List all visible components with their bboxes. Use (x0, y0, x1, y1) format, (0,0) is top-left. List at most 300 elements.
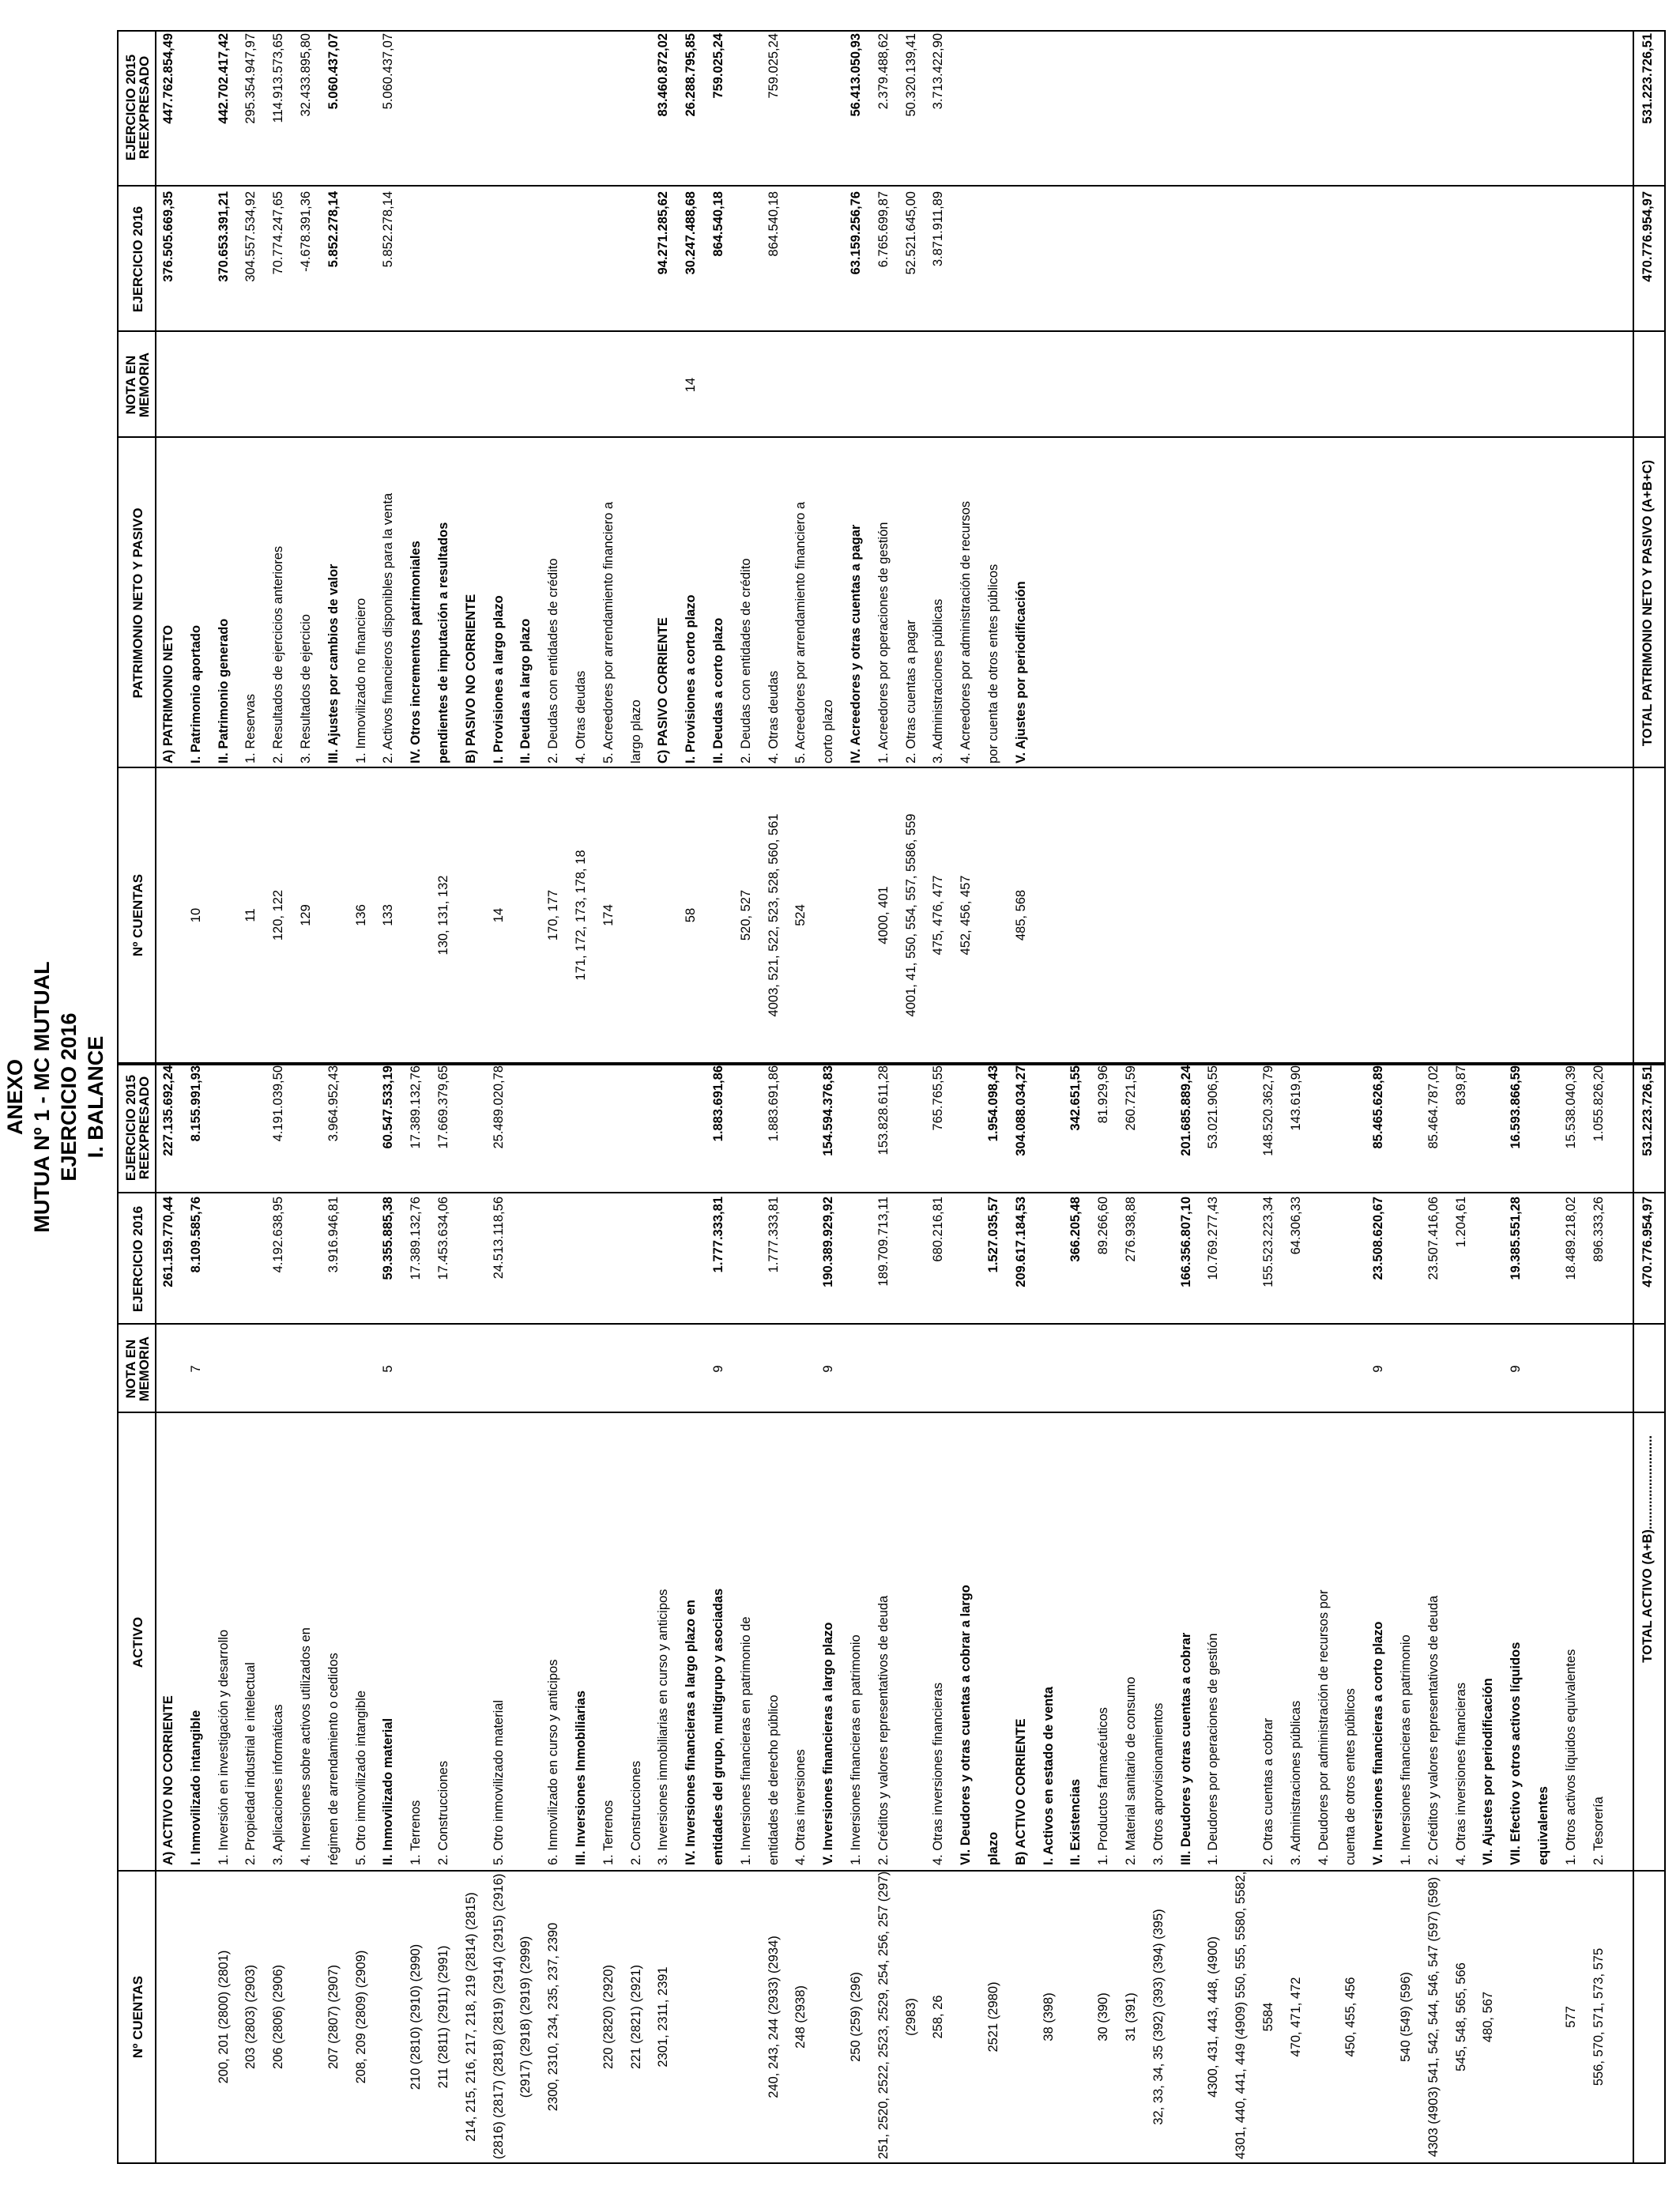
total-activo-2016: 470.776.954,97 (1640, 1197, 1655, 1287)
activo-row-nota (160, 1326, 177, 1412)
activo-row-ejercicio-2015: 1.883.691,86 (766, 1065, 781, 1142)
pasivo-row-ejercicio-2016: 3.871.911,89 (931, 191, 946, 267)
activo-row-nota (1094, 1326, 1112, 1412)
pasivo-row-ejercicio-2016 (572, 191, 590, 330)
pasivo-row-ejercicio-2016: -4.678.391,36 (299, 191, 313, 272)
activo-row-concepto: 3. Administraciones públicas (1288, 1700, 1303, 1865)
activo-row-cuentas: (2816) (2817) (2818) (2819) (2914) (2915) (2916) (491, 1873, 506, 2159)
activo-row-nota (1040, 1326, 1057, 1412)
pasivo-row-concepto: I. Patrimonio aportado (188, 624, 203, 763)
activo-row-nota (1287, 1326, 1305, 1412)
pasivo-row-ejercicio-2015 (572, 33, 590, 185)
pasivo-row-ejercicio-2016: 52.521.645,00 (903, 191, 918, 275)
activo-row-concepto: I. Activos en estado de venta (1041, 1687, 1056, 1865)
activo-row-concepto: 2. Propiedad industrial e intelectual (243, 1662, 258, 1865)
activo-row-ejercicio-2016: 276.938,88 (1124, 1197, 1138, 1262)
activo-row-ejercicio-2015 (792, 1065, 809, 1192)
pasivo-row-cuentas (654, 771, 672, 1059)
activo-row-concepto: entidades de derecho público (766, 1695, 781, 1865)
header-nota-pasivo: NOTA EN MEMORIA (123, 352, 152, 418)
activo-row-ejercicio-2015: 227.135.692,24 (161, 1065, 175, 1156)
activo-row-ejercicio-2016 (462, 1197, 480, 1323)
activo-row-nota (352, 1326, 370, 1412)
pasivo-row-nota (875, 334, 892, 436)
activo-row-ejercicio-2016 (352, 1197, 370, 1323)
pasivo-row-ejercicio-2015 (985, 33, 1002, 185)
activo-row-cuentas: 577 (1563, 2006, 1578, 2028)
activo-row-cuentas: (2983) (903, 1998, 918, 2036)
activo-row-cuentas (1177, 1875, 1195, 2159)
activo-row-concepto: 1. Otros activos líquidos equivalentes (1563, 1649, 1578, 1865)
activo-row-cuentas: 206 (2806) (2906) (271, 1964, 286, 2070)
pasivo-row-concepto: IV. Acreedores y otras cuentas a pagar (849, 524, 863, 763)
pasivo-row-nota (297, 334, 315, 436)
pasivo-row-concepto: II. Deudas a largo plazo (518, 618, 533, 763)
activo-row-ejercicio-2015 (297, 1065, 315, 1192)
activo-row-ejercicio-2015: 81.929,96 (1096, 1065, 1111, 1124)
activo-row-cuentas: 4301, 440, 441, 449 (4909) 550, 555, 5580, 5582, (1234, 1871, 1249, 2159)
pasivo-row-ejercicio-2015: 5.060.437,07 (326, 33, 341, 110)
activo-row-concepto: V. Inversiones financieras a corto plazo (1371, 1621, 1386, 1865)
pasivo-row-ejercicio-2015 (352, 33, 370, 185)
activo-row-concepto: 3. Inversiones inmobiliarias en curso y anticipos (656, 1589, 671, 1865)
activo-row-cuentas (297, 1875, 315, 2159)
pasivo-row-cuentas: 4000, 401 (876, 886, 891, 944)
activo-row-cuentas (379, 1875, 397, 2159)
pasivo-row-ejercicio-2015: 32.433.895,80 (299, 33, 313, 117)
pasivo-row-nota (490, 334, 507, 436)
activo-row-cuentas: 556, 570, 571, 573, 575 (1591, 1947, 1606, 2087)
pasivo-row-concepto: por cuenta de otros entes públicos (986, 564, 1000, 763)
pasivo-row-cuentas: 4001, 41, 550, 554, 557, 5586, 559 (903, 813, 918, 1017)
activo-row-ejercicio-2016 (847, 1197, 864, 1323)
activo-row-ejercicio-2015 (517, 1065, 534, 1192)
pasivo-row-nota (215, 334, 232, 436)
activo-row-ejercicio-2015: 201.685.889,24 (1178, 1065, 1193, 1156)
activo-row-nota (325, 1326, 342, 1412)
activo-row-ejercicio-2015 (627, 1065, 645, 1192)
activo-row-cuentas: 248 (2938) (793, 1985, 808, 2049)
pasivo-row-cuentas (517, 771, 534, 1059)
pasivo-row-ejercicio-2016 (352, 191, 370, 330)
pasivo-row-nota (435, 334, 452, 436)
total-activo-2015: 531.223.726,51 (1640, 1065, 1655, 1156)
activo-row-ejercicio-2016: 189.709.713,11 (876, 1197, 891, 1287)
activo-row-ejercicio-2015: 17.669.379,65 (436, 1065, 450, 1149)
pasivo-row-ejercicio-2016 (1012, 191, 1030, 330)
activo-row-nota (875, 1326, 892, 1412)
pasivo-row-nota (325, 334, 342, 436)
pasivo-row-nota (627, 334, 645, 436)
activo-row-ejercicio-2016: 10.769.277,43 (1206, 1197, 1221, 1280)
activo-row-ejercicio-2016: 209.617.184,53 (1013, 1197, 1028, 1287)
activo-row-ejercicio-2016 (1342, 1197, 1359, 1323)
pasivo-row-ejercicio-2016 (792, 191, 809, 330)
activo-row-nota (1150, 1326, 1167, 1412)
pasivo-row-concepto: 1. Reservas (243, 693, 258, 763)
activo-row-concepto: A) ACTIVO NO CORRIENTE (161, 1695, 175, 1865)
activo-row-cuentas: 250 (259) (296) (849, 1972, 863, 2062)
activo-row-concepto: 1. Productos farmacéuticos (1096, 1707, 1111, 1865)
pasivo-row-ejercicio-2015: 442.702.417,42 (216, 33, 231, 124)
pasivo-row-nota (847, 334, 864, 436)
pasivo-row-ejercicio-2015 (792, 33, 809, 185)
pasivo-row-concepto: B) PASIVO NO CORRIENTE (463, 594, 478, 763)
activo-row-cuentas (1507, 1875, 1524, 2159)
pasivo-row-ejercicio-2016 (462, 191, 480, 330)
activo-row-concepto: 4. Otras inversiones (793, 1749, 808, 1865)
activo-row-ejercicio-2015: 53.021.906,55 (1206, 1065, 1221, 1149)
pasivo-row-nota (269, 334, 287, 436)
activo-row-cuentas: 4303 (4903) 541, 542, 544, 546, 547 (597) (598) (1426, 1876, 1441, 2158)
activo-row-ejercicio-2015: 60.547.533,19 (381, 1065, 396, 1149)
activo-row-ejercicio-2016 (242, 1197, 259, 1323)
activo-row-ejercicio-2015 (600, 1065, 617, 1192)
pasivo-row-ejercicio-2016: 6.765.699,87 (876, 191, 891, 268)
activo-row-ejercicio-2015 (1342, 1065, 1359, 1192)
header-cuentas-pasivo: Nº CUENTAS (130, 873, 145, 957)
pasivo-row-ejercicio-2016 (985, 191, 1002, 330)
activo-row-nota: 7 (188, 1365, 203, 1373)
activo-row-nota (847, 1326, 864, 1412)
pasivo-row-ejercicio-2015: 26.288.795,85 (684, 33, 699, 117)
activo-row-concepto: II. Inmovilizado material (381, 1717, 396, 1865)
total-pasivo-2016: 470.776.954,97 (1640, 191, 1655, 282)
activo-row-concepto (462, 1415, 480, 1865)
total-divider-pasivo (1633, 32, 1634, 1062)
activo-row-nota (600, 1326, 617, 1412)
pasivo-row-ejercicio-2015 (627, 33, 645, 185)
activo-row-ejercicio-2015: 3.964.952,43 (326, 1065, 341, 1142)
pasivo-row-concepto: 5. Acreedores por arrendamiento financiero a (793, 501, 808, 763)
activo-row-concepto: VI. Ajustes por periodificación (1481, 1678, 1496, 1865)
activo-row-nota (1177, 1326, 1195, 1412)
activo-row-cuentas (1315, 1875, 1332, 2159)
activo-row-concepto: 2. Construcciones (436, 1760, 450, 1865)
activo-row-nota (462, 1326, 480, 1412)
activo-row-concepto: 2. Material sanitario de consumo (1124, 1676, 1138, 1865)
pasivo-row-cuentas (462, 771, 480, 1059)
activo-row-concepto: B) ACTIVO CORRIENTE (1013, 1718, 1028, 1865)
pasivo-row-ejercicio-2015: 447.762.854,49 (161, 33, 175, 124)
pasivo-row-cuentas (627, 771, 645, 1059)
activo-row-ejercicio-2015 (902, 1065, 920, 1192)
activo-row-cuentas (682, 1875, 699, 2159)
activo-row-ejercicio-2016: 366.205,48 (1068, 1197, 1083, 1262)
activo-row-nota (682, 1326, 699, 1412)
activo-row-ejercicio-2016: 896.333,26 (1591, 1197, 1606, 1262)
activo-row-concepto: 1. Inversiones financieras en patrimonio (849, 1634, 863, 1865)
activo-row-concepto: IV. Inversiones financieras a largo plazo en (684, 1600, 699, 1865)
pasivo-row-ejercicio-2015: 759.025,24 (711, 33, 725, 99)
pasivo-row-nota (1012, 334, 1030, 436)
activo-row-concepto: 1. Terrenos (409, 1800, 424, 1865)
pasivo-row-ejercicio-2016 (517, 191, 534, 330)
activo-row-concepto: 5. Otro inmovilizado material (491, 1699, 506, 1865)
pasivo-row-ejercicio-2016: 304.557.534,92 (243, 191, 258, 282)
header-nota: NOTA EN MEMORIA (123, 1336, 152, 1402)
pasivo-row-concepto: A) PATRIMONIO NETO (161, 624, 175, 763)
total-pasivo-2015: 531.223.726,51 (1640, 33, 1655, 124)
activo-row-concepto: III. Inversiones Inmobiliarias (574, 1691, 588, 1865)
pasivo-row-nota (902, 334, 920, 436)
activo-row-concepto: equivalentes (1536, 1786, 1550, 1865)
pasivo-row-ejercicio-2016 (490, 191, 507, 330)
activo-row-concepto: 3. Aplicaciones informáticas (271, 1704, 286, 1865)
pasivo-row-ejercicio-2015 (544, 33, 562, 185)
pasivo-row-ejercicio-2016: 376.505.669,35 (161, 191, 175, 282)
activo-row-cuentas: 200, 201 (2800) (2801) (216, 1950, 231, 2084)
pasivo-row-cuentas (407, 771, 424, 1059)
activo-row-ejercicio-2016: 18.489.218,02 (1563, 1197, 1578, 1280)
pasivo-row-ejercicio-2016 (737, 191, 755, 330)
activo-row-ejercicio-2016: 166.356.807,10 (1178, 1197, 1193, 1287)
pasivo-row-ejercicio-2016: 370.653.391,21 (216, 191, 231, 282)
pasivo-row-nota (765, 334, 782, 436)
activo-row-concepto: entidades del grupo, multigrupo y asociadas (711, 1588, 725, 1865)
pasivo-row-ejercicio-2015: 83.460.872,02 (656, 33, 671, 117)
activo-row-ejercicio-2015: 1.954.098,43 (986, 1065, 1000, 1142)
pasivo-row-ejercicio-2015 (407, 33, 424, 185)
total-activo-label: TOTAL ACTIVO (A+B).......................... (1640, 1435, 1655, 1663)
activo-row-nota (1067, 1326, 1084, 1412)
pasivo-row-ejercicio-2016: 70.774.247,65 (271, 191, 286, 275)
activo-row-nota (572, 1326, 590, 1412)
pasivo-row-concepto: II. Deudas a corto plazo (711, 617, 725, 763)
activo-row-cuentas: 38 (398) (1041, 1992, 1056, 2041)
activo-row-ejercicio-2015: 85.464.787,02 (1426, 1065, 1441, 1149)
activo-row-cuentas: 258, 26 (931, 1995, 946, 2039)
activo-row-ejercicio-2016: 155.523.223,34 (1261, 1197, 1275, 1287)
activo-row-ejercicio-2016 (1150, 1197, 1167, 1323)
pasivo-row-ejercicio-2016: 94.271.285,62 (656, 191, 671, 275)
activo-row-ejercicio-2015 (682, 1065, 699, 1192)
activo-row-cuentas: 2301, 2311, 2391 (656, 1966, 671, 2068)
activo-row-nota (929, 1326, 947, 1412)
activo-row-nota: 9 (1509, 1365, 1524, 1373)
activo-row-ejercicio-2016 (544, 1197, 562, 1323)
activo-row-nota (269, 1326, 287, 1412)
activo-row-nota (1342, 1326, 1359, 1412)
activo-row-ejercicio-2015 (957, 1065, 974, 1192)
activo-row-nota (1122, 1326, 1139, 1412)
pasivo-row-ejercicio-2015: 3.713.422,90 (931, 33, 946, 110)
pasivo-row-ejercicio-2015 (957, 33, 974, 185)
activo-header (119, 1065, 156, 2162)
activo-row-cuentas: 32, 33, 34, 35 (392) (393) (394) (395) (1151, 1909, 1166, 2125)
activo-row-nota (1590, 1326, 1607, 1412)
pasivo-row-concepto: 2. Resultados de ejercicios anteriores (271, 545, 286, 763)
pasivo-row-ejercicio-2016 (957, 191, 974, 330)
activo-row-nota (1204, 1326, 1222, 1412)
activo-row-concepto: 4. Otras inversiones financieras (931, 1682, 946, 1865)
pasivo-row-cuentas: 524 (793, 904, 808, 926)
activo-row-cuentas (572, 1875, 590, 2159)
activo-row-concepto: 1. Inversión en investigación y desarrollo (216, 1629, 231, 1865)
pasivo-row-nota (792, 334, 809, 436)
pasivo-row-cuentas: 485, 568 (1013, 889, 1028, 941)
pasivo-row-ejercicio-2015 (517, 33, 534, 185)
activo-row-nota (517, 1326, 534, 1412)
activo-row-ejercicio-2016 (957, 1197, 974, 1323)
total-pasivo-label: TOTAL PATRIMONIO NETO Y PASIVO (A+B+C) (1640, 459, 1655, 747)
pasivo-row-concepto: pendientes de imputación a resultados (436, 522, 450, 763)
activo-row-ejercicio-2015: 260.721,59 (1124, 1065, 1138, 1131)
activo-row-ejercicio-2015 (1232, 1065, 1249, 1192)
pasivo-row-cuentas: 136 (353, 904, 368, 926)
activo-row-nota (1232, 1326, 1249, 1412)
pasivo-row-ejercicio-2016 (544, 191, 562, 330)
pasivo-row-nota (517, 334, 534, 436)
pasivo-row-cuentas: 120, 122 (271, 889, 286, 941)
activo-row-concepto: plazo (986, 1831, 1000, 1865)
activo-row-nota (765, 1326, 782, 1412)
activo-row-cuentas: 2521 (2980) (986, 1981, 1000, 2053)
pasivo-row-concepto: corto plazo (821, 699, 836, 763)
activo-row-nota (1452, 1326, 1470, 1412)
activo-row-concepto: 5. Otro inmovilizado intangible (353, 1690, 368, 1865)
activo-row-nota: 9 (1371, 1365, 1386, 1373)
pasivo-row-ejercicio-2016 (600, 191, 617, 330)
pasivo-row-ejercicio-2015: 114.913.573,65 (271, 33, 286, 123)
activo-row-ejercicio-2016 (682, 1197, 699, 1323)
pasivo-row-cuentas (160, 771, 177, 1059)
activo-row-nota: 5 (381, 1365, 396, 1373)
pasivo-row-concepto: I. Provisiones a corto plazo (684, 594, 699, 763)
activo-row-nota: 9 (711, 1365, 725, 1373)
pasivo-row-ejercicio-2015: 5.060.437,07 (381, 33, 396, 110)
activo-row-ejercicio-2015: 4.191.039,50 (271, 1065, 286, 1142)
activo-row-ejercicio-2016: 4.192.638,95 (271, 1197, 286, 1273)
activo-row-cuentas: 207 (2807) (2907) (326, 1964, 341, 2070)
activo-row-ejercicio-2016 (1479, 1197, 1497, 1323)
activo-row-concepto: VI. Deudores y otras cuentas a cobrar a largo (959, 1585, 974, 1865)
activo-row-nota (902, 1326, 920, 1412)
pasivo-row-concepto: 2. Deudas con entidades de crédito (546, 558, 561, 763)
activo-row-ejercicio-2016: 190.389.929,92 (821, 1197, 836, 1287)
activo-row-ejercicio-2015 (847, 1065, 864, 1192)
pasivo-row-ejercicio-2016: 5.852.278,14 (326, 191, 341, 268)
activo-row-cuentas: 30 (390) (1096, 1992, 1111, 2041)
pasivo-row-cuentas: 170, 177 (546, 889, 561, 941)
header-activo: ACTIVO (130, 1616, 145, 1668)
pasivo-row-ejercicio-2016: 864.540,18 (766, 191, 781, 257)
pasivo-row-nota (710, 334, 727, 436)
header-pasivo: PATRIMONIO NETO Y PASIVO (130, 507, 145, 699)
activo-row-cuentas: 208, 209 (2809) (2909) (353, 1950, 368, 2084)
activo-row-ejercicio-2015 (1397, 1065, 1414, 1192)
activo-row-nota (792, 1326, 809, 1412)
pasivo-row-cuentas: 11 (243, 908, 258, 922)
activo-row-ejercicio-2015 (1479, 1065, 1497, 1192)
activo-row-nota (1425, 1326, 1442, 1412)
pasivo-row-concepto: 2. Otras cuentas a pagar (903, 620, 918, 763)
activo-row-ejercicio-2015: 15.538.040,39 (1563, 1065, 1578, 1149)
activo-row-cuentas: 470, 471, 472 (1288, 1977, 1303, 2057)
pasivo-row-nota: 14 (684, 377, 699, 393)
activo-row-concepto (517, 1415, 534, 1865)
activo-row-nota (1315, 1326, 1332, 1412)
activo-row-cuentas: 480, 567 (1481, 1991, 1496, 2043)
activo-row-concepto: 4. Deudores por administración de recursos por (1316, 1589, 1331, 1865)
pasivo-row-ejercicio-2015 (819, 33, 837, 185)
activo-row-ejercicio-2016: 89.266,60 (1096, 1197, 1111, 1255)
pasivo-row-concepto: 3. Administraciones públicas (931, 598, 946, 763)
activo-row-ejercicio-2016: 8.109.585,76 (188, 1197, 203, 1273)
pasivo-row-nota (957, 334, 974, 436)
activo-row-ejercicio-2016: 680.216,81 (931, 1197, 946, 1262)
pasivo-row-cuentas (325, 771, 342, 1059)
activo-row-cuentas: 5584 (1261, 2002, 1275, 2032)
activo-row-ejercicio-2015: 153.828.611,28 (876, 1065, 891, 1155)
activo-row-cuentas (1067, 1875, 1084, 2159)
pasivo-row-concepto: 4. Otras deudas (574, 670, 588, 763)
activo-row-ejercicio-2016 (1397, 1197, 1414, 1323)
activo-row-cuentas (710, 1875, 727, 2159)
pasivo-row-ejercicio-2016 (187, 191, 205, 330)
activo-row-ejercicio-2015 (737, 1065, 755, 1192)
activo-row-nota (1012, 1326, 1030, 1412)
activo-row-concepto: V. Inversiones financieras a largo plazo (821, 1622, 836, 1865)
activo-row-cuentas: 4300, 431, 443, 448, (4900) (1206, 1936, 1221, 2098)
pasivo-row-cuentas: 475, 476, 477 (931, 875, 946, 956)
activo-row-ejercicio-2015: 839,87 (1453, 1065, 1468, 1106)
pasivo-row-nota (462, 334, 480, 436)
total-divider (1633, 1065, 1634, 2162)
pasivo-row-cuentas (847, 771, 864, 1059)
activo-row-concepto: I. Inmovilizado intangible (188, 1710, 203, 1865)
header-ejercicio-2016: EJERCICIO 2016 (130, 1205, 145, 1313)
activo-row-nota: 9 (821, 1365, 836, 1373)
pasivo-row-concepto: 4. Otras deudas (766, 670, 781, 763)
activo-row-concepto: cuenta de otros entes públicos (1343, 1688, 1358, 1865)
activo-row-ejercicio-2016 (215, 1197, 232, 1323)
activo-row-ejercicio-2016: 1.527.035,57 (986, 1197, 1000, 1273)
pasivo-row-ejercicio-2015 (435, 33, 452, 185)
activo-row-concepto: 3. Otros aprovisionamientos (1151, 1702, 1166, 1865)
activo-row-concepto: III. Deudores y otras cuentas a cobrar (1178, 1632, 1193, 1865)
doc-title-ejercicio: EJERCICIO 2016 (57, 1012, 81, 1182)
pasivo-row-concepto: 2. Activos financieros disponibles para la venta (381, 492, 396, 763)
pasivo-row-nota (352, 334, 370, 436)
activo-row-cuentas (187, 1875, 205, 2159)
activo-row-ejercicio-2015: 765.765,55 (931, 1065, 946, 1131)
activo-row-ejercicio-2016: 1.777.333,81 (711, 1197, 725, 1273)
activo-row-cuentas (1369, 1875, 1387, 2159)
pasivo-row-cuentas: 133 (381, 904, 396, 926)
doc-title-mutua: MUTUA Nº 1 - MC MUTUAL (30, 961, 54, 1233)
activo-row-ejercicio-2015 (242, 1065, 259, 1192)
activo-row-ejercicio-2015 (544, 1065, 562, 1192)
pasivo-row-nota (379, 334, 397, 436)
activo-row-ejercicio-2016: 17.453.634,06 (436, 1197, 450, 1280)
activo-row-nota (297, 1326, 315, 1412)
activo-row-ejercicio-2016: 17.389.132,76 (409, 1197, 424, 1280)
activo-row-nota (1535, 1326, 1552, 1412)
activo-row-concepto: 1. Inversiones financieras en patrimonio de (738, 1616, 753, 1865)
activo-row-ejercicio-2015 (462, 1065, 480, 1192)
activo-row-ejercicio-2016 (627, 1197, 645, 1323)
pasivo-row-concepto: II. Patrimonio generado (216, 618, 231, 763)
pasivo-row-ejercicio-2016 (435, 191, 452, 330)
activo-row-nota (1260, 1326, 1277, 1412)
pasivo-row-ejercicio-2015: 2.379.488,62 (876, 33, 891, 110)
pasivo-row-nota (160, 334, 177, 436)
activo-row-cuentas: 2300, 2310, 234, 235, 237, 2390 (546, 1922, 561, 2112)
activo-row-ejercicio-2015: 8.155.991,93 (188, 1065, 203, 1142)
activo-row-cuentas: 545, 548, 565, 566 (1453, 1962, 1468, 2071)
pasivo-row-cuentas: 129 (299, 904, 313, 926)
